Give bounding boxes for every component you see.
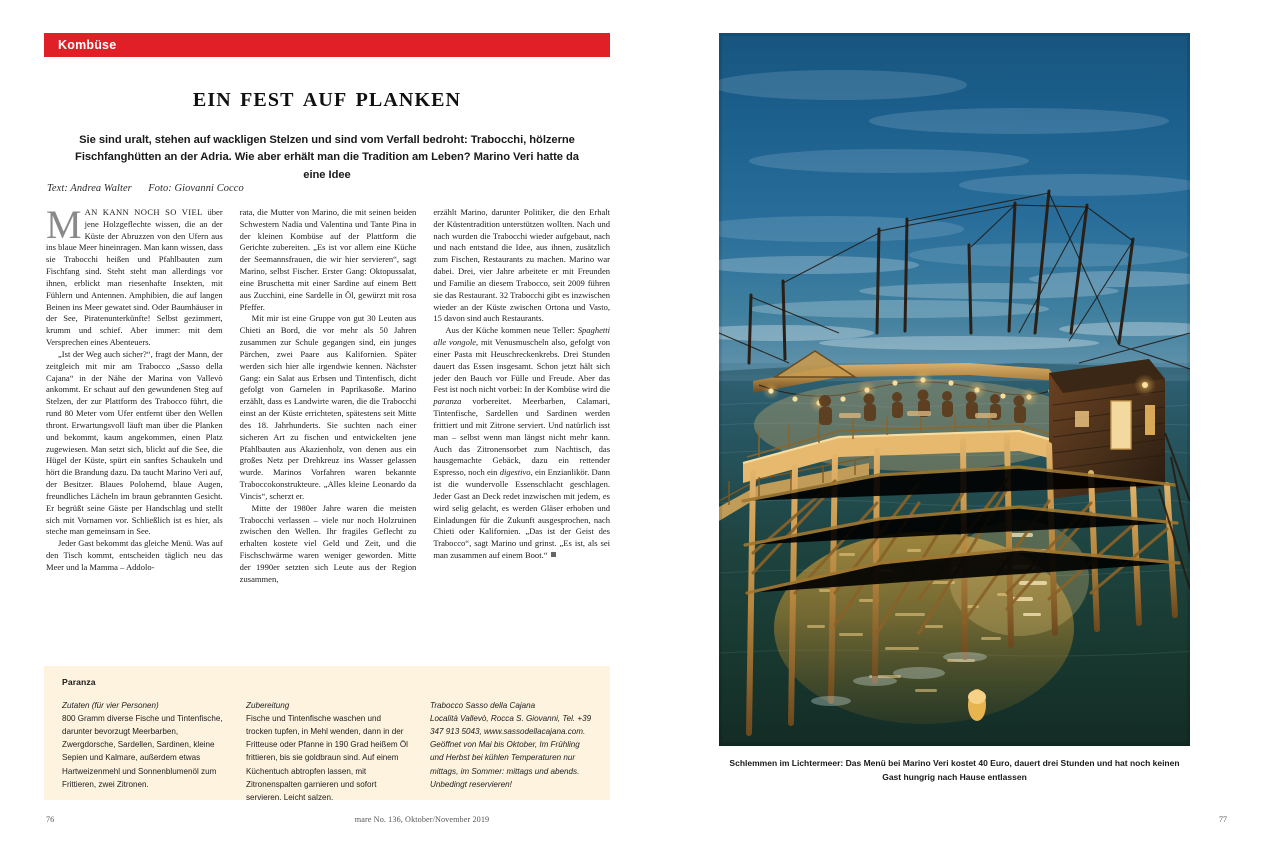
preparation-text: Fische und Tintenfische waschen und trocken tupfen, in Mehl wenden, dann in der Fritteuse oder Pfanne in 190 Grad heißem Öl frittieren, bis sie goldbraun sind. Auf einem Küchentuch abtropfen lassen, mit Zitronenspalten garnieren und sofort servieren. Leicht salzen. xyxy=(246,714,408,802)
paragraph xyxy=(433,325,610,562)
ingredients-heading: Zutaten (für vier Personen) xyxy=(62,701,159,710)
body-column-2 xyxy=(240,207,417,647)
paragraph xyxy=(46,538,223,573)
dish-name-spaghetti: Spaghetti alle vongole xyxy=(433,325,611,348)
rubric-label: Kombüse xyxy=(58,38,117,52)
paragraph-text: vorbereitet. Meerbarben, Calamari, Tintenfische, Sardellen und Sardinen werden frittiert und mit Zitrone serviert. Und natürlich isst man – selbst wenn man längst nicht mehr kann. Auch das Zitronensorbet zum Nachtisch, das hausgemachte Gebäck, dazu ein rettender Espresso, noch ein xyxy=(433,396,611,478)
end-mark xyxy=(551,552,556,557)
rubric-banner xyxy=(44,33,610,57)
restaurant-website[interactable]: www.sassodellacajana.com. xyxy=(484,727,586,737)
infobox-restaurant xyxy=(430,699,592,804)
feature-photograph xyxy=(719,33,1190,746)
paragraph-text: über jene Holzgeflechte wissen, die an der Küste der Abruzzen von den Ufern aus ins blaue Meer hineinragen. Man kann wissen, dass sie Trabocchi heißen und Pfahlbauten zum Fischfang sind. Steht steht man allerdings vor ihnen, erblickt man riesenhafte Insekten, mit Fühlern und Antennen. Amphibien, die auf langen Beinen ins Meer gewatet sind. Oder Baumhäuser in der See, Piratenunterkünfte! Selbst gezimmert, krumm und schief. Aber immer: mit dem Versprechen eines Abenteuers. xyxy=(46,207,223,348)
paragraph xyxy=(240,207,417,313)
issue-text: mare No. 136, Oktober/November 2019 xyxy=(354,815,490,824)
text-credit: Text: Andrea Walter xyxy=(47,183,132,194)
body-column-3 xyxy=(433,207,610,647)
paragraph xyxy=(240,313,417,502)
paragraph-text: Aus der Küche kommen neue Teller: xyxy=(445,325,578,336)
paragraph xyxy=(433,207,610,325)
preparation-heading: Zubereitung xyxy=(246,701,290,710)
paragraph xyxy=(240,503,417,586)
photo-caption: Schlemmen im Lichtermeer: Das Menü bei Marino Veri kostet 40 Euro, dauert drei Stunden und hat noch keinen Gast hungrig nach Hause entlassen xyxy=(729,758,1180,782)
page-right xyxy=(636,0,1273,850)
page-number-right: 77 xyxy=(1218,815,1227,824)
dish-name-paranza: paranza xyxy=(433,396,462,407)
issue-line xyxy=(0,815,636,824)
standfirst: Sie sind uralt, stehen auf wackligen Stelzen und sind vom Verfall bedroht: Trabocchi, hölzerne Fischfanghütten an der Adria. Wie aber erhält man die Tradition am Leben? Marino Veri hatte da eine Idee xyxy=(75,133,579,181)
restaurant-phone: Tel. +39 347 913 5043, xyxy=(430,714,592,737)
infobox-title: Paranza xyxy=(62,677,96,687)
photo-credit: Foto: Giovanni Cocco xyxy=(148,183,244,194)
paragraph-text: erzählt Marino, darunter Politiker, die den Erhalt der Küstentradition unterstützen wollten. Nach und nach wurden die Trabocchi wieder aufgebaut, nach und nach entstand die Idee, aus ihnen, zusätzlich zum Fischen, Restaurants zu machen. Marino war dabei. Drei, vier Jahre arbeitete er mit Freunden und Familie an diesem Trabocco, seit 2009 führen sie das Restaurant. 32 Trabocchi gibt es inzwischen wieder an der Küste zwischen Ortona und Vasto, 15 davon sind auch Restaurants. xyxy=(433,207,611,324)
paragraph xyxy=(46,349,223,538)
page-number-left: 76 xyxy=(46,815,55,824)
paragraph xyxy=(46,202,223,349)
infobox-ingredients xyxy=(62,699,224,804)
body-column-1 xyxy=(46,202,223,647)
byline xyxy=(47,183,244,194)
lede-small-caps: AN KANN NOCH SO VIEL xyxy=(84,207,203,217)
page-left xyxy=(0,0,636,850)
paragraph-text: Mit mir ist eine Gruppe von gut 30 Leuten aus Chieti an Bord, die vor mehr als 50 Jahren zusammen zur Schule gegangen sind, ein junges Pärchen, zwei Paare aus Kalifornien. Später werden sich hier alle irgendwie kennen. Nächster Gang: ein Salat aus Erbsen und Tintenfisch, dicht gefolgt von Garnelen in Paprikasoße. Marino erzählt, dass es Landwirte waren, die die Trabocchi einst an der Küste errichteten, spätestens seit Mitte des 18. Jahrhunderts. Sie suchten nach einer sicheren Art zu fischen und entwickelten jene Pfahlbauten aus Akazienholz, von denen aus ein großes Netz per Drehkreuz ins Wasser gelassen wurde. Marinos Vorfahren waren bekannte Traboccokonstrukteure. „Alles kleine Leonardo da Vincis“, scherzt er. xyxy=(239,313,417,501)
infobox-preparation xyxy=(246,699,408,804)
restaurant-address: Località Vallevò, Rocca S. Giovanni, xyxy=(430,714,561,724)
paragraph-text: Mitte der 1980er Jahre waren die meisten Trabocchi verlassen – viele nur noch Holzruinen zwischen den Wellen. Ihr fragiles Geflecht zu erhalten kostete viel Geld und Zeit, und die Fischschwärme waren weniger geworden. Mitte der 1990er setzten sich Leute aus der Region zusammen, xyxy=(239,502,417,584)
body-columns xyxy=(46,202,611,647)
infobox-columns xyxy=(62,699,592,804)
paragraph-text: , ein Enzianlikör. Dann ist die wundervolle Essenschlacht geschlagen. Jeder Gast an Deck redet inzwischen mit jedem, es wird selig gelacht, es werden Gläser erhoben und Einladungen für die Zukunft ausgesprochen, nach Chieti oder Kalifornien. „Das ist der Geist des Trabocco“, sagt Marino und grinst. „Es ist, als sei man zusammen auf einem Boot.“ xyxy=(433,467,611,561)
paragraph-text: „Ist der Weg auch sicher?“, fragt der Mann, der zeitgleich mit mir am Trabocco „Sasso della Cajana“ in der Nähe der Marina von Vallevò ankommt. Er schaut auf den gewundenen Steg auf Stelzen, der zur Plattform des Trabocco führt, die rund 80 Meter vom Ufer entfernt über den Wellen thront. Erwartungsvoll läuft man über die Planken und bekommt, kaum angekommen, einen Platz zugewiesen. Man setzt sich, blickt auf die See, die Hügel der Küste, spürt ein sanftes Schaukeln und hört die Brandung dazu. Da taucht Marino Veri auf, der Besitzer. Blaues Polohemd, blaue Augen, freundliches Lächeln im braun gebrannten Gesicht. Er begrüßt seine Gäste per Handschlag und stellt sich mit Vornamen vor. Schließlich ist es hier, als steche man gemeinsam in See. xyxy=(46,348,223,537)
trabocco-photo-illustration xyxy=(719,33,1190,746)
paragraph-text: Jeder Gast bekommt das gleiche Menü. Was auf den Tisch kommt, entscheiden täglich neu das Meer und la Mamma – Addolo- xyxy=(46,538,223,572)
restaurant-name: Trabocco Sasso della Cajana xyxy=(430,701,536,710)
page-title: ein fest auf planken xyxy=(192,81,462,113)
paragraph-text: rata, die Mutter von Marino, die mit seinen beiden Schwestern Nadia und Valentina und Tante Pina in der kleinen Kombüse auf der Plattform die Gerichte zubereiten. „Es ist vor allem eine Küche der Seemannsfrauen, die wir hier servieren“, sagt Marino, selbst Fischer. Erster Gang: Oktopussalat, eine Bruschetta mit einer Sardine auf einem Bett aus Zucchini, eine Sardelle in Öl, gewürzt mit rosa Pfeffer. xyxy=(239,207,417,312)
dish-name-digestivo: digestivo xyxy=(499,467,531,478)
paragraph-text: , mit Venusmuscheln also, gefolgt von einer Pasta mit Heuschreckenkrebs. Drei Stunden dauert das Essen insgesamt. Schon jetzt hält sich jeder den Bauch vor Fülle und Freude. Aber das Fest ist noch nicht vorbei: In der Kombüse wird die xyxy=(433,337,611,395)
drop-cap: M xyxy=(46,202,82,247)
recipe-infobox xyxy=(44,666,610,800)
headline-block xyxy=(44,82,610,184)
restaurant-hours: Geöffnet von Mai bis Oktober, Im Frühling und Herbst bei kühlen Temperaturen nur mittags, im Sommer: mittags und abends. Unbedingt reservieren! xyxy=(430,740,580,789)
ingredients-text: 800 Gramm diverse Fische und Tintenfische, darunter bevorzugt Meerbarben, Zwergdorsche, Sardellen, Sardinen, kleine Sepien und Kalmare, außerdem etwas Hartweizenmehl und Sonnenblumenöl zum Frittieren, zwei Zitronen. xyxy=(62,714,223,789)
